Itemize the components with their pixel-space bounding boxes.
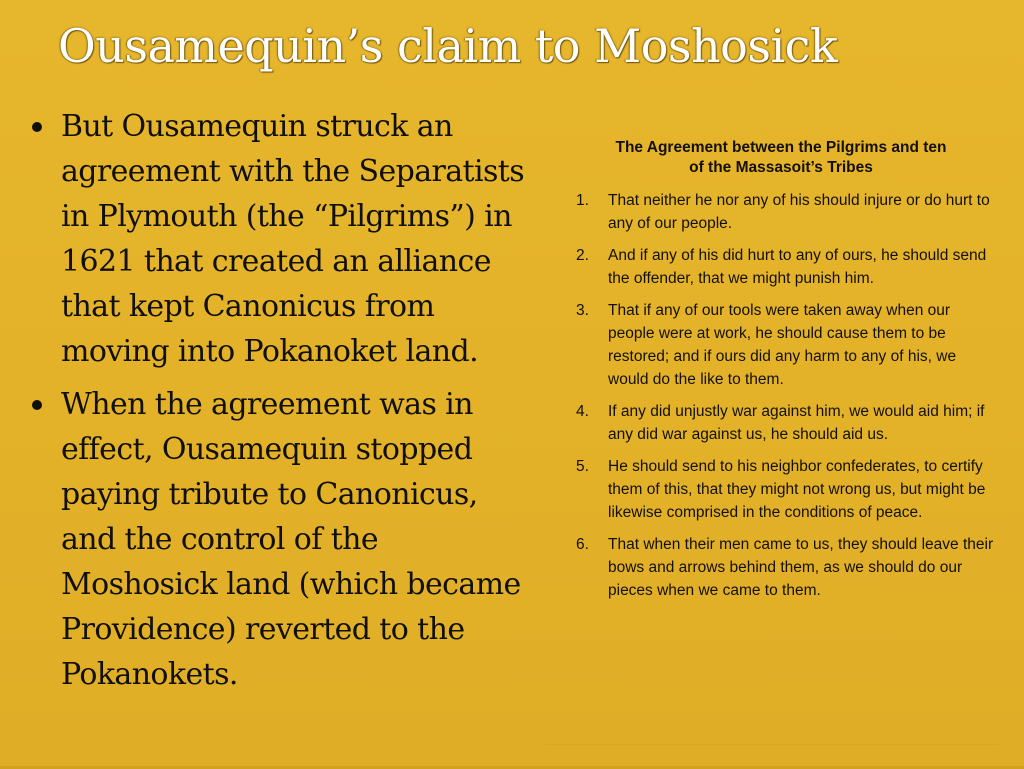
clause-number: 1. [576, 192, 589, 209]
agreement-panel [545, 138, 999, 745]
clause-text: That neither he nor any of his should injure or do hurt to any of our people. [608, 192, 990, 232]
clause-text: And if any of his did hurt to any of ours, he should send the offender, that we might punish him. [608, 247, 987, 287]
agreement-clause [545, 244, 999, 290]
clause-number: 4. [576, 403, 589, 420]
bullet-list [28, 104, 538, 705]
clause-text: That when their men came to us, they should leave their bows and arrows behind them, as we should do our pieces when we came to them. [608, 536, 994, 599]
agreement-clause [545, 533, 999, 602]
bullet-item [28, 382, 538, 697]
slide-title: Ousamequin’s claim to Moshosick [58, 19, 838, 73]
clause-number: 2. [576, 247, 589, 264]
clause-number: 6. [576, 536, 589, 553]
agreement-clause [545, 400, 999, 446]
agreement-clause [545, 455, 999, 524]
bullet-item [28, 104, 538, 374]
bullet-text: When the agreement was in effect, Ousamequin stopped paying tribute to Canonicus, and the control of the Moshosick land (which became Providence) reverted to the Pokanokets. [61, 387, 521, 692]
clause-text: If any did unjustly war against him, we would aid him; if any did war against us, he should aid us. [608, 403, 985, 443]
clause-number: 5. [576, 458, 589, 475]
clause-number: 3. [576, 302, 589, 319]
bullet-text: But Ousamequin struck an agreement with the Separatists in Plymouth (the “Pilgrims”) in 1621 that created an alliance that kept Canonicus from moving into Pokanoket land. [61, 109, 525, 369]
clause-text: He should send to his neighbor confederates, to certify them of this, that they might not wrong us, but might be likewise comprised in the conditions of peace. [608, 458, 986, 521]
agreement-title-line: of the Massasoit’s Tribes [689, 159, 873, 176]
bullet-dot-icon [32, 122, 42, 132]
clause-text: That if any of our tools were taken away when our people were at work, he should cause them to be restored; and if ours did any harm to any of his, we would do the like to them. [608, 302, 957, 388]
agreement-clause [545, 299, 999, 391]
agreement-title-line: The Agreement between the Pilgrims and ten [615, 139, 947, 156]
agreement-clause [545, 189, 999, 235]
agreement-clauses [545, 189, 999, 602]
agreement-title [545, 138, 999, 178]
bullet-dot-icon [32, 400, 42, 410]
